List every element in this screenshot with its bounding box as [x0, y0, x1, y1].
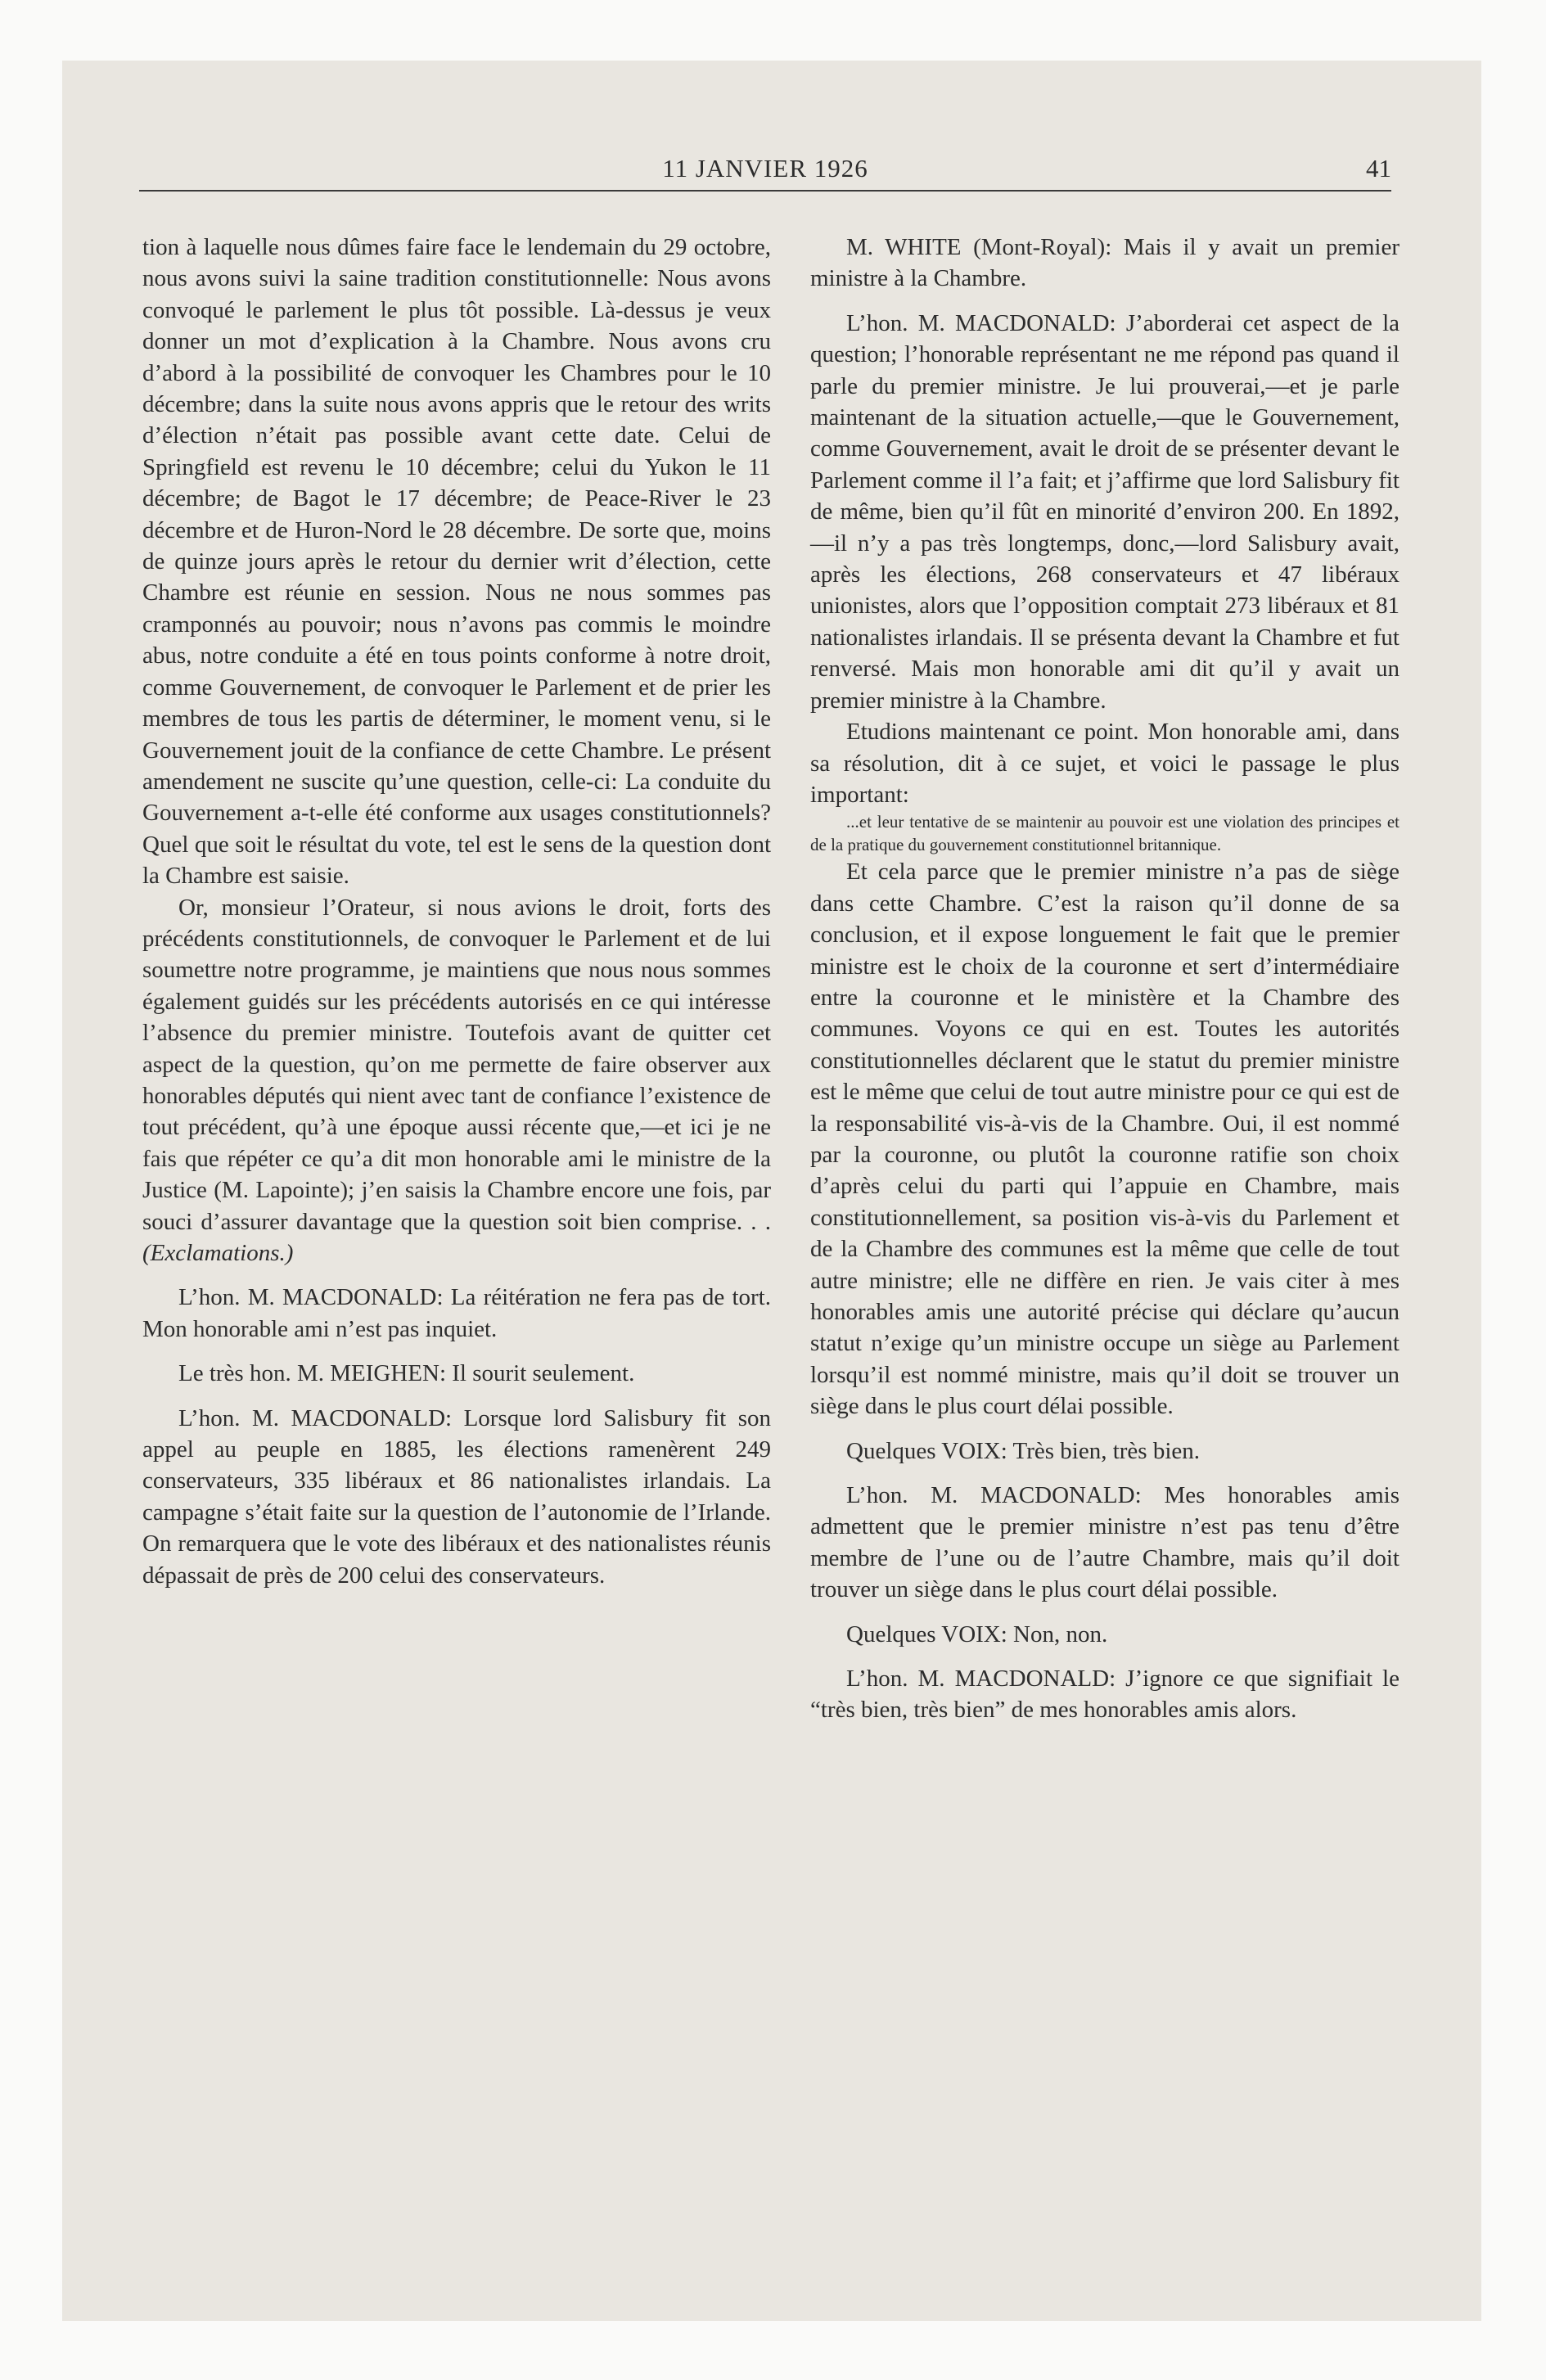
paragraph: M. WHITE (Mont-Royal): Mais il y avait un premier ministre à la Chambre.: [810, 234, 1400, 292]
paragraph: tion à laquelle nous dûmes faire face le lendemain du 29 octobre, nous avons suivi la saine tradition constitutionnelle: Nous avons convoqué le parlement le plus tôt possible. Là-dessus je veux donner un mot d’explication à la Chambre. Nous avons cru d’abord à la possibilité de convoquer les Chambres pour le 10 décembre; dans la suite nous avons appris que le retour des writs d’élection n’était pas possible avant cette date. Celui de Springfield est revenu le 10 décembre; celui du Yukon le 11 décembre; de Bagot le 17 décembre; de Peace-River le 23 décembre et de Huron-Nord le 28 décembre. De sorte que, moins de quinze jours après le retour du dernier writ d’élection, cette Chambre est réunie en session. Nous ne nous sommes pas cramponnés au pouvoir; nous n’avons pas commis le moindre abus, notre conduite a été en tous points conforme à notre droit, comme Gouvernement, de convoquer le Parlement et de prier les membres de tous les partis de déterminer, le moment venu, si le Gouvernement jouit de la confiance de cette Chambre. Le présent amendement ne suscite qu’une question, celle-ci: La conduite du Gouvernement a-t-elle été conforme aux usages constitutionnels? Quel que soit le résultat du vote, tel est le sens de la question dont la Chambre est saisie.: [142, 234, 771, 890]
header-rule: [139, 190, 1391, 192]
paragraph: L’hon. M. MACDONALD: Lorsque lord Salisbury fit son appel au peuple en 1885, les élections ramenèrent 249 conservateurs, 335 libéraux et 86 nationalistes irlandais. La campagne s’était faite sur la question de l’autonomie de l’Irlande. On remarquera que le vote des libéraux et des nationalistes réunis dépassait de près de 200 celui des conservateurs.: [142, 1404, 771, 1589]
block-quote: ...et leur tentative de se maintenir au pouvoir est une violation des principes et de la pratique du gouvernement constitutionnel britannique.: [810, 812, 1400, 855]
interjection: (Exclamations.): [142, 1240, 294, 1266]
paragraph: L’hon. M. MACDONALD: J’aborderai cet aspect de la question; l’honorable représentant ne me répond pas quand il parle du premier ministre. Je lui prouverai,—et je parle maintenant de la situation actuelle,—que le Gouvernement, comme Gouvernement, avait le droit de se présenter devant le Parlement comme il l’a fait; et j’affirme que lord Salisbury fit de même, bien qu’il fût en minorité d’environ 200. En 1892,—il n’y a pas très longtemps, donc,—lord Salisbury avait, après les élections, 268 conservateurs et 47 libéraux unionistes, alors que l’opposition comptait 273 libéraux et 81 nationalistes irlandais. Il se présenta devant la Chambre et fut renversé. Mais mon honorable ami dit qu’il y avait un premier ministre à la Chambre.: [810, 309, 1400, 714]
paragraph: [142, 892, 771, 1269]
page-number: 41: [1366, 154, 1391, 183]
paragraph: Quelques VOIX: Très bien, très bien.: [846, 1437, 1201, 1464]
right-column: [810, 232, 1400, 1726]
paragraph-text: Or, monsieur l’Orateur, si nous avions le droit, forts des précédents constitutionnels, de convoquer le Parlement et de lui soumettre notre programme, je maintiens que nous nous sommes également guidés sur les précédents autorisés en ce qui intéresse l’absence du premier ministre. Toutefois avant de quitter cet aspect de la question, qu’on me permette de faire observer aux honorables députés qui nient avec tant de confiance l’existence de tout précédent, qu’à une époque aussi récente que,—et ici je ne fais que répéter ce qu’a dit mon honorable ami le ministre de la Justice (M. Lapointe); j’en saisis la Chambre encore une fois, par souci d’assurer davantage que la question soit bien comprise. . .: [142, 894, 771, 1235]
paragraph: Quelques VOIX: Non, non.: [846, 1620, 1108, 1648]
left-column: [142, 232, 771, 1591]
header-date: 11 JANVIER 1926: [662, 154, 868, 183]
page-header: [139, 154, 1391, 195]
paragraph: Etudions maintenant ce point. Mon honorable ami, dans sa résolution, dit à ce sujet, et voici le passage le plus important:: [810, 719, 1400, 808]
paragraph: L’hon. M. MACDONALD: Mes honorables amis admettent que le premier ministre n’est pas tenu d’être membre de l’une ou de l’autre Chambre, mais qu’il doit trouver un siège dans le plus court délai possible.: [810, 1482, 1400, 1603]
paragraph: Et cela parce que le premier ministre n’a pas de siège dans cette Chambre. C’est la raison qu’il donne de sa conclusion, et il expose longuement le fait que le premier ministre est le choix de la couronne et sert d’intermédiaire entre la couronne et le ministère et la Chambre des communes. Voyons ce qui en est. Toutes les autorités constitutionnelles déclarent que le statut du premier ministre est le même que celui de tout autre ministre pour ce qui est de la responsabilité vis-à-vis de la Chambre. Oui, il est nommé par la couronne, ou plutôt la couronne ratifie son choix d’après celui du parti qui l’appuie en Chambre, mais constitutionnellement, sa position vis-à-vis du Parlement et de la Chambre des communes est la même que celle de tout autre ministre; elle ne diffère en rien. Je vais citer à mes honorables amis une autorité précise qui déclare qu’aucun statut n’exige qu’un ministre occupe un siège au Parlement lorsqu’il est nommé ministre, mais qu’il doit se trouver un siège dans le plus court délai possible.: [810, 859, 1400, 1420]
paragraph: Le très hon. M. MEIGHEN: Il sourit seulement.: [178, 1360, 635, 1387]
paragraph: L’hon. M. MACDONALD: J’ignore ce que signifiait le “très bien, très bien” de mes honorables amis alors.: [810, 1666, 1400, 1724]
paragraph: L’hon. M. MACDONALD: La réitération ne fera pas de tort. Mon honorable ami n’est pas inquiet.: [142, 1284, 771, 1342]
